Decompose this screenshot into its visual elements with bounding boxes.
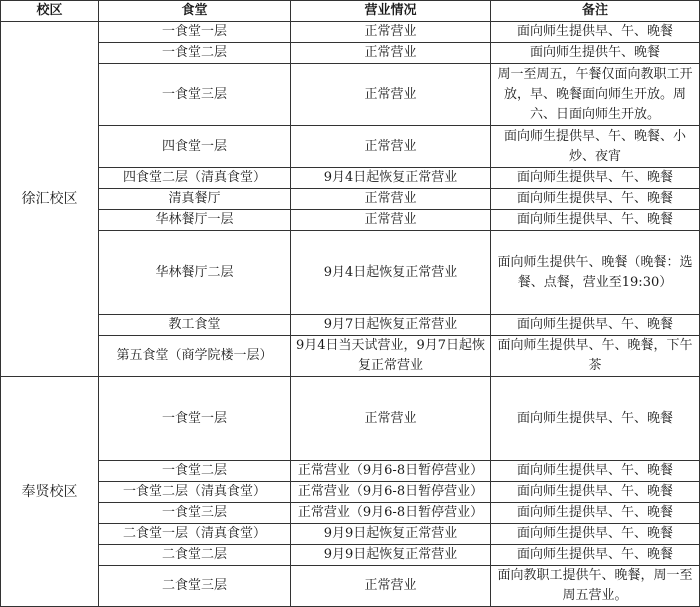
status-cell: 9月4日起恢复正常营业 — [291, 168, 491, 189]
note-cell: 面向教职工提供午、晚餐，周一至周五营业。 — [491, 566, 700, 607]
table-row — [1, 503, 700, 524]
note-cell: 面向师生提供早、午、晚餐 — [491, 482, 700, 503]
table-row — [1, 189, 700, 210]
canteen-cell: 一食堂一层 — [99, 22, 291, 43]
note-cell: 面向师生提供早、午、晚餐 — [491, 210, 700, 231]
canteen-cell: 第五食堂（商学院楼一层） — [99, 336, 291, 377]
status-cell: 正常营业 — [291, 210, 491, 231]
note-cell: 面向师生提供早、午、晚餐 — [491, 503, 700, 524]
canteen-cell: 一食堂三层 — [99, 503, 291, 524]
table-row — [1, 336, 700, 377]
canteen-cell: 一食堂二层（清真食堂） — [99, 482, 291, 503]
canteen-cell: 清真餐厅 — [99, 189, 291, 210]
canteen-cell: 四食堂二层（清真食堂） — [99, 168, 291, 189]
canteen-cell: 二食堂一层（清真食堂） — [99, 524, 291, 545]
status-cell: 9月4日起恢复正常营业 — [291, 231, 491, 315]
note-cell: 面向师生提供午、晚餐（晚餐：选餐、点餐，营业至19:30） — [491, 231, 700, 315]
table-row — [1, 210, 700, 231]
status-cell: 正常营业 — [291, 189, 491, 210]
note-cell: 面向师生提供早、午、晚餐，下午茶 — [491, 336, 700, 377]
status-cell: 正常营业 — [291, 377, 491, 461]
note-cell: 面向师生提供早、午、晚餐、小炒、夜宵 — [491, 126, 700, 168]
table-row — [1, 22, 700, 43]
status-cell: 正常营业（9月6-8日暂停营业） — [291, 482, 491, 503]
table-row — [1, 566, 700, 607]
status-cell: 正常营业（9月6-8日暂停营业） — [291, 461, 491, 482]
note-cell: 面向师生提供早、午、晚餐 — [491, 545, 700, 566]
table-row — [1, 315, 700, 336]
status-cell: 9月7日起恢复正常营业 — [291, 315, 491, 336]
note-cell: 面向师生提供早、午、晚餐 — [491, 189, 700, 210]
note-cell: 面向师生提供早、午、晚餐 — [491, 377, 700, 461]
header-campus: 校区 — [1, 1, 99, 22]
table-body — [1, 22, 700, 607]
canteen-cell: 二食堂二层 — [99, 545, 291, 566]
canteen-cell: 华林餐厅二层 — [99, 231, 291, 315]
canteen-cell: 四食堂一层 — [99, 126, 291, 168]
note-cell: 面向师生提供早、午、晚餐 — [491, 168, 700, 189]
table-row — [1, 231, 700, 315]
canteen-cell: 华林餐厅一层 — [99, 210, 291, 231]
status-cell: 正常营业（9月6-8日暂停营业） — [291, 503, 491, 524]
table-row — [1, 461, 700, 482]
campus-cell: 奉贤校区 — [1, 377, 99, 607]
status-cell: 9月9日起恢复正常营业 — [291, 524, 491, 545]
status-cell: 9月4日当天试营业，9月7日起恢复正常营业 — [291, 336, 491, 377]
note-cell: 周一至周五，午餐仅面向教职工开放，早、晚餐面向师生开放。周六、日面向师生开放。 — [491, 64, 700, 126]
note-cell: 面向师生提供早、午、晚餐 — [491, 315, 700, 336]
status-cell: 正常营业 — [291, 566, 491, 607]
status-cell: 正常营业 — [291, 126, 491, 168]
table-row — [1, 482, 700, 503]
table-row — [1, 168, 700, 189]
note-cell: 面向师生提供早、午、晚餐 — [491, 524, 700, 545]
status-cell: 正常营业 — [291, 64, 491, 126]
table-row — [1, 545, 700, 566]
header-status: 营业情况 — [291, 1, 491, 22]
status-cell: 正常营业 — [291, 43, 491, 64]
table-row — [1, 524, 700, 545]
status-cell: 9月9日起恢复正常营业 — [291, 545, 491, 566]
table-row — [1, 64, 700, 126]
table-row — [1, 126, 700, 168]
note-cell: 面向师生提供午、晚餐 — [491, 43, 700, 64]
canteen-cell: 一食堂二层 — [99, 43, 291, 64]
note-cell: 面向师生提供早、午、晚餐 — [491, 22, 700, 43]
table-header-row — [1, 1, 700, 22]
header-canteen: 食堂 — [99, 1, 291, 22]
table-row — [1, 377, 700, 461]
canteen-cell: 教工食堂 — [99, 315, 291, 336]
canteen-cell: 一食堂三层 — [99, 64, 291, 126]
canteen-cell: 二食堂三层 — [99, 566, 291, 607]
note-cell: 面向师生提供早、午、晚餐 — [491, 461, 700, 482]
canteen-cell: 一食堂一层 — [99, 377, 291, 461]
status-cell: 正常营业 — [291, 22, 491, 43]
table-row — [1, 43, 700, 64]
header-note: 备注 — [491, 1, 700, 22]
canteen-cell: 一食堂二层 — [99, 461, 291, 482]
campus-cell: 徐汇校区 — [1, 22, 99, 377]
